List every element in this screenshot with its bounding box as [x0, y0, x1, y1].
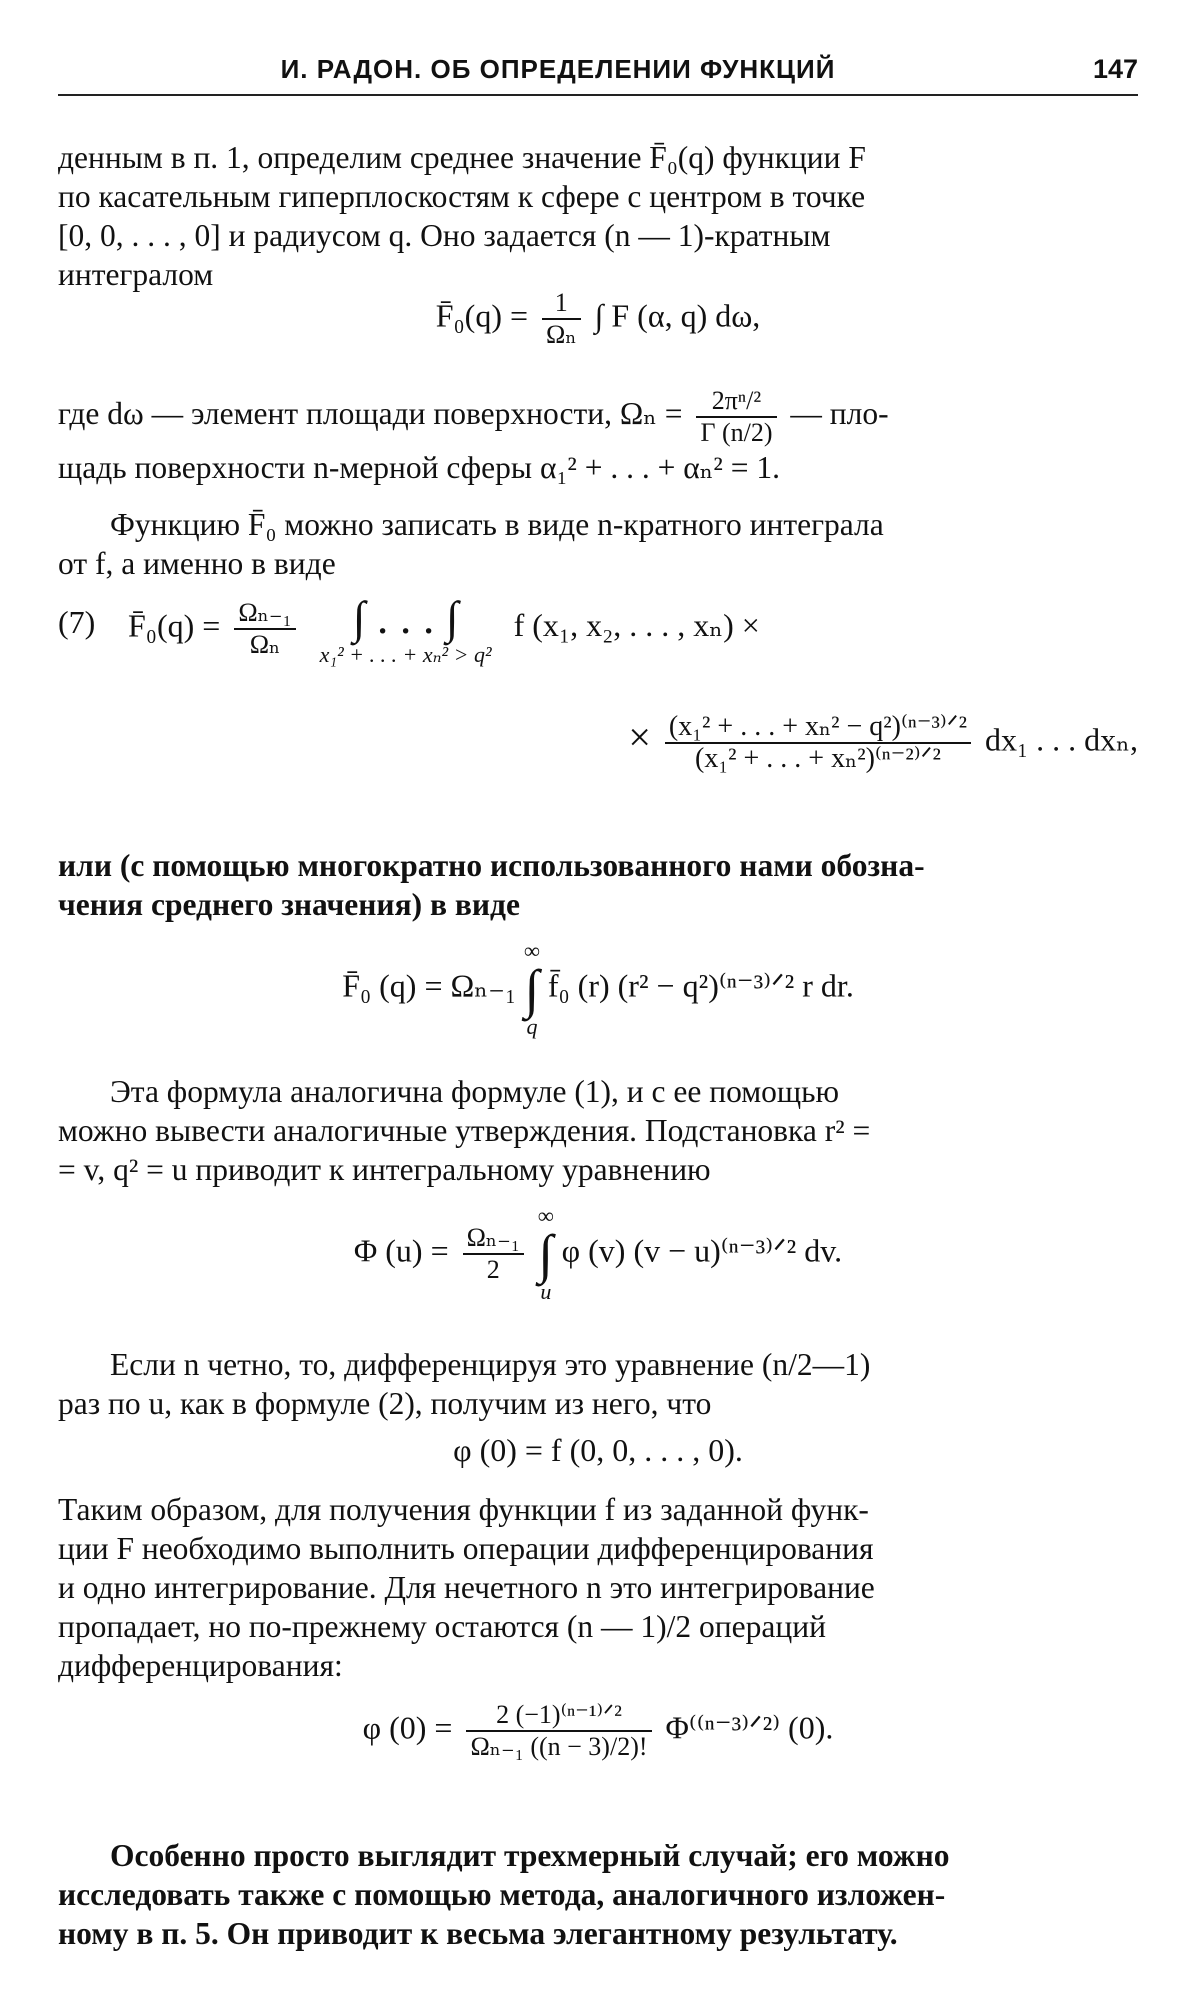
fraction	[234, 598, 295, 660]
integrand: f (x₁, x₂, . . . , xₙ) ×	[513, 607, 760, 644]
eq-rhs: Φ⁽⁽ⁿ⁻³⁾ᐟ²⁾ (0).	[665, 1709, 834, 1746]
eq7-line1	[128, 592, 760, 666]
equation-phi-zero	[58, 1432, 1138, 1469]
paragraph-2	[58, 386, 1138, 487]
numerator: (x₁² + . . . + xₙ² − q²)⁽ⁿ⁻³⁾ᐟ²	[668, 711, 967, 742]
equation-text: φ (0) = f (0, 0, . . . , 0).	[453, 1432, 743, 1468]
integration-domain: x₁² + . . . + xₙ² > q²	[319, 642, 492, 667]
page-number: 147	[1092, 54, 1138, 84]
text-line: от f, а именно в виде	[58, 546, 336, 581]
paragraph-6	[58, 1345, 1138, 1423]
paragraph-8	[58, 1836, 1138, 1953]
numerator: 1	[554, 288, 568, 317]
text-span: где dω — элемент площади поверхности, Ωₙ =	[58, 396, 683, 432]
text-line: Если n четно, то, дифференцируя это уравнение (n/2—1)	[110, 1347, 871, 1382]
text-line: щадь поверхности n-мерной сферы α₁² + . . . + αₙ² = 1.	[58, 450, 780, 485]
fraction	[542, 288, 581, 350]
text-line: можно вывести аналогичные утверждения. Подстановка r² =	[58, 1113, 871, 1148]
equation-mean-value-2	[58, 940, 1138, 1038]
integral-with-domain	[320, 592, 492, 666]
eq-lhs: F̄₀(q) =	[435, 297, 529, 334]
denominator: Γ (n/2)	[696, 416, 776, 448]
eq-lhs: F̄₀(q) =	[128, 607, 221, 644]
equation-7-cont	[58, 712, 1138, 802]
text-line: дифференцирования:	[58, 1648, 343, 1683]
text-line: пропадает, но по-прежнему остаются (n — 1)/2 операций	[58, 1609, 826, 1644]
denominator: Ωₙ	[542, 318, 581, 350]
equation-label: (7)	[58, 604, 96, 640]
text-line: Функцию F̄₀ можно записать в виде n-кратного интеграла	[110, 507, 884, 542]
paragraph-1	[58, 138, 1138, 294]
paragraph-4	[58, 846, 1138, 924]
eq-rhs: ∫ F (α, q) dω,	[594, 297, 761, 334]
text-line: = v, q² = u приводит к интегральному уравнению	[58, 1152, 711, 1187]
running-head	[58, 52, 1138, 98]
denominator: (x₁² + . . . + xₙ²)⁽ⁿ⁻²⁾ᐟ²	[665, 742, 971, 774]
paragraph-7	[58, 1490, 1138, 1685]
text-line: интегралом	[58, 257, 214, 292]
integral-equation	[58, 1205, 1138, 1303]
text-line: или (с помощью многократно использованного нами обозна-	[58, 848, 925, 883]
paragraph-5	[58, 1072, 1138, 1189]
integral-sign: ∫	[538, 1224, 554, 1284]
denominator: Ωₙ	[234, 628, 295, 660]
fraction	[696, 386, 776, 448]
fraction	[466, 1700, 651, 1762]
lower-limit: q	[526, 1014, 538, 1039]
lower-limit: u	[540, 1279, 552, 1304]
eq-rhs: f̄₀ (r) (r² − q²)⁽ⁿ⁻³⁾ᐟ² r dr.	[547, 967, 854, 1004]
text-line	[58, 386, 1138, 448]
differentials: dx₁ . . . dxₙ,	[985, 721, 1138, 758]
equation-odd-n	[58, 1700, 1138, 1762]
text-line: денным в п. 1, определим среднее значение F̄₀(q) функции F	[58, 140, 866, 175]
denominator: 2	[463, 1253, 524, 1285]
upper-limit: ∞	[537, 1203, 554, 1228]
eq-lhs: F̄₀ (q) = Ωₙ₋₁	[342, 967, 517, 1004]
paragraph-3	[58, 505, 1138, 583]
denominator: Ωₙ₋₁ ((n − 3)/2)!	[466, 1730, 651, 1762]
text-line: и одно интегрирование. Для нечетного n это интегрирование	[58, 1570, 875, 1605]
eq-rhs: φ (v) (v − u)⁽ⁿ⁻³⁾ᐟ² dv.	[561, 1232, 843, 1269]
eq7-line2	[628, 712, 1138, 774]
text-line: Таким образом, для получения функции f из заданной функ-	[58, 1492, 869, 1527]
numerator: Ωₙ₋₁	[466, 1223, 520, 1252]
times-sign: ×	[628, 714, 651, 760]
upper-limit: ∞	[524, 938, 540, 963]
text-line: [0, 0, . . . , 0] и радиусом q. Оно задается (n — 1)-кратным	[58, 218, 831, 253]
definite-integral	[524, 940, 540, 1038]
running-title: И. РАДОН. ОБ ОПРЕДЕЛЕНИИ ФУНКЦИЙ	[280, 54, 836, 84]
equation-mean-value	[58, 288, 1138, 350]
eq-lhs: Φ (u) =	[353, 1232, 449, 1269]
text-line: исследовать также с помощью метода, аналогичного изложен-	[58, 1877, 946, 1912]
text-line: ному в п. 5. Он приводит к весьма элегантному результату.	[58, 1916, 898, 1951]
text-line: раз по u, как в формуле (2), получим из него, что	[58, 1386, 712, 1421]
text-line: Особенно просто выглядит трехмерный случай; его можно	[110, 1838, 950, 1873]
header-rule	[58, 94, 1138, 96]
text-line: Эта формула аналогична формуле (1), и с ее помощью	[110, 1074, 840, 1109]
numerator: Ωₙ₋₁	[238, 598, 292, 627]
integral-sign: ∫	[524, 959, 540, 1019]
numerator: 2 (−1)⁽ⁿ⁻¹⁾ᐟ²	[496, 1700, 622, 1729]
equation-7	[58, 592, 1138, 702]
fraction	[463, 1223, 524, 1285]
numerator: 2πⁿ/²	[711, 386, 762, 415]
text-line: ции F необходимо выполнить операции дифференцирования	[58, 1531, 874, 1566]
text-line: чения среднего значения) в виде	[58, 887, 520, 922]
eq-lhs: φ (0) =	[362, 1709, 453, 1746]
fraction	[665, 712, 971, 774]
text-span: — пло-	[790, 396, 889, 432]
text-line: по касательным гиперплоскостям к сфере с центром в точке	[58, 179, 866, 214]
definite-integral	[538, 1205, 554, 1303]
multiple-integral: ∫ . . . ∫	[352, 592, 459, 643]
